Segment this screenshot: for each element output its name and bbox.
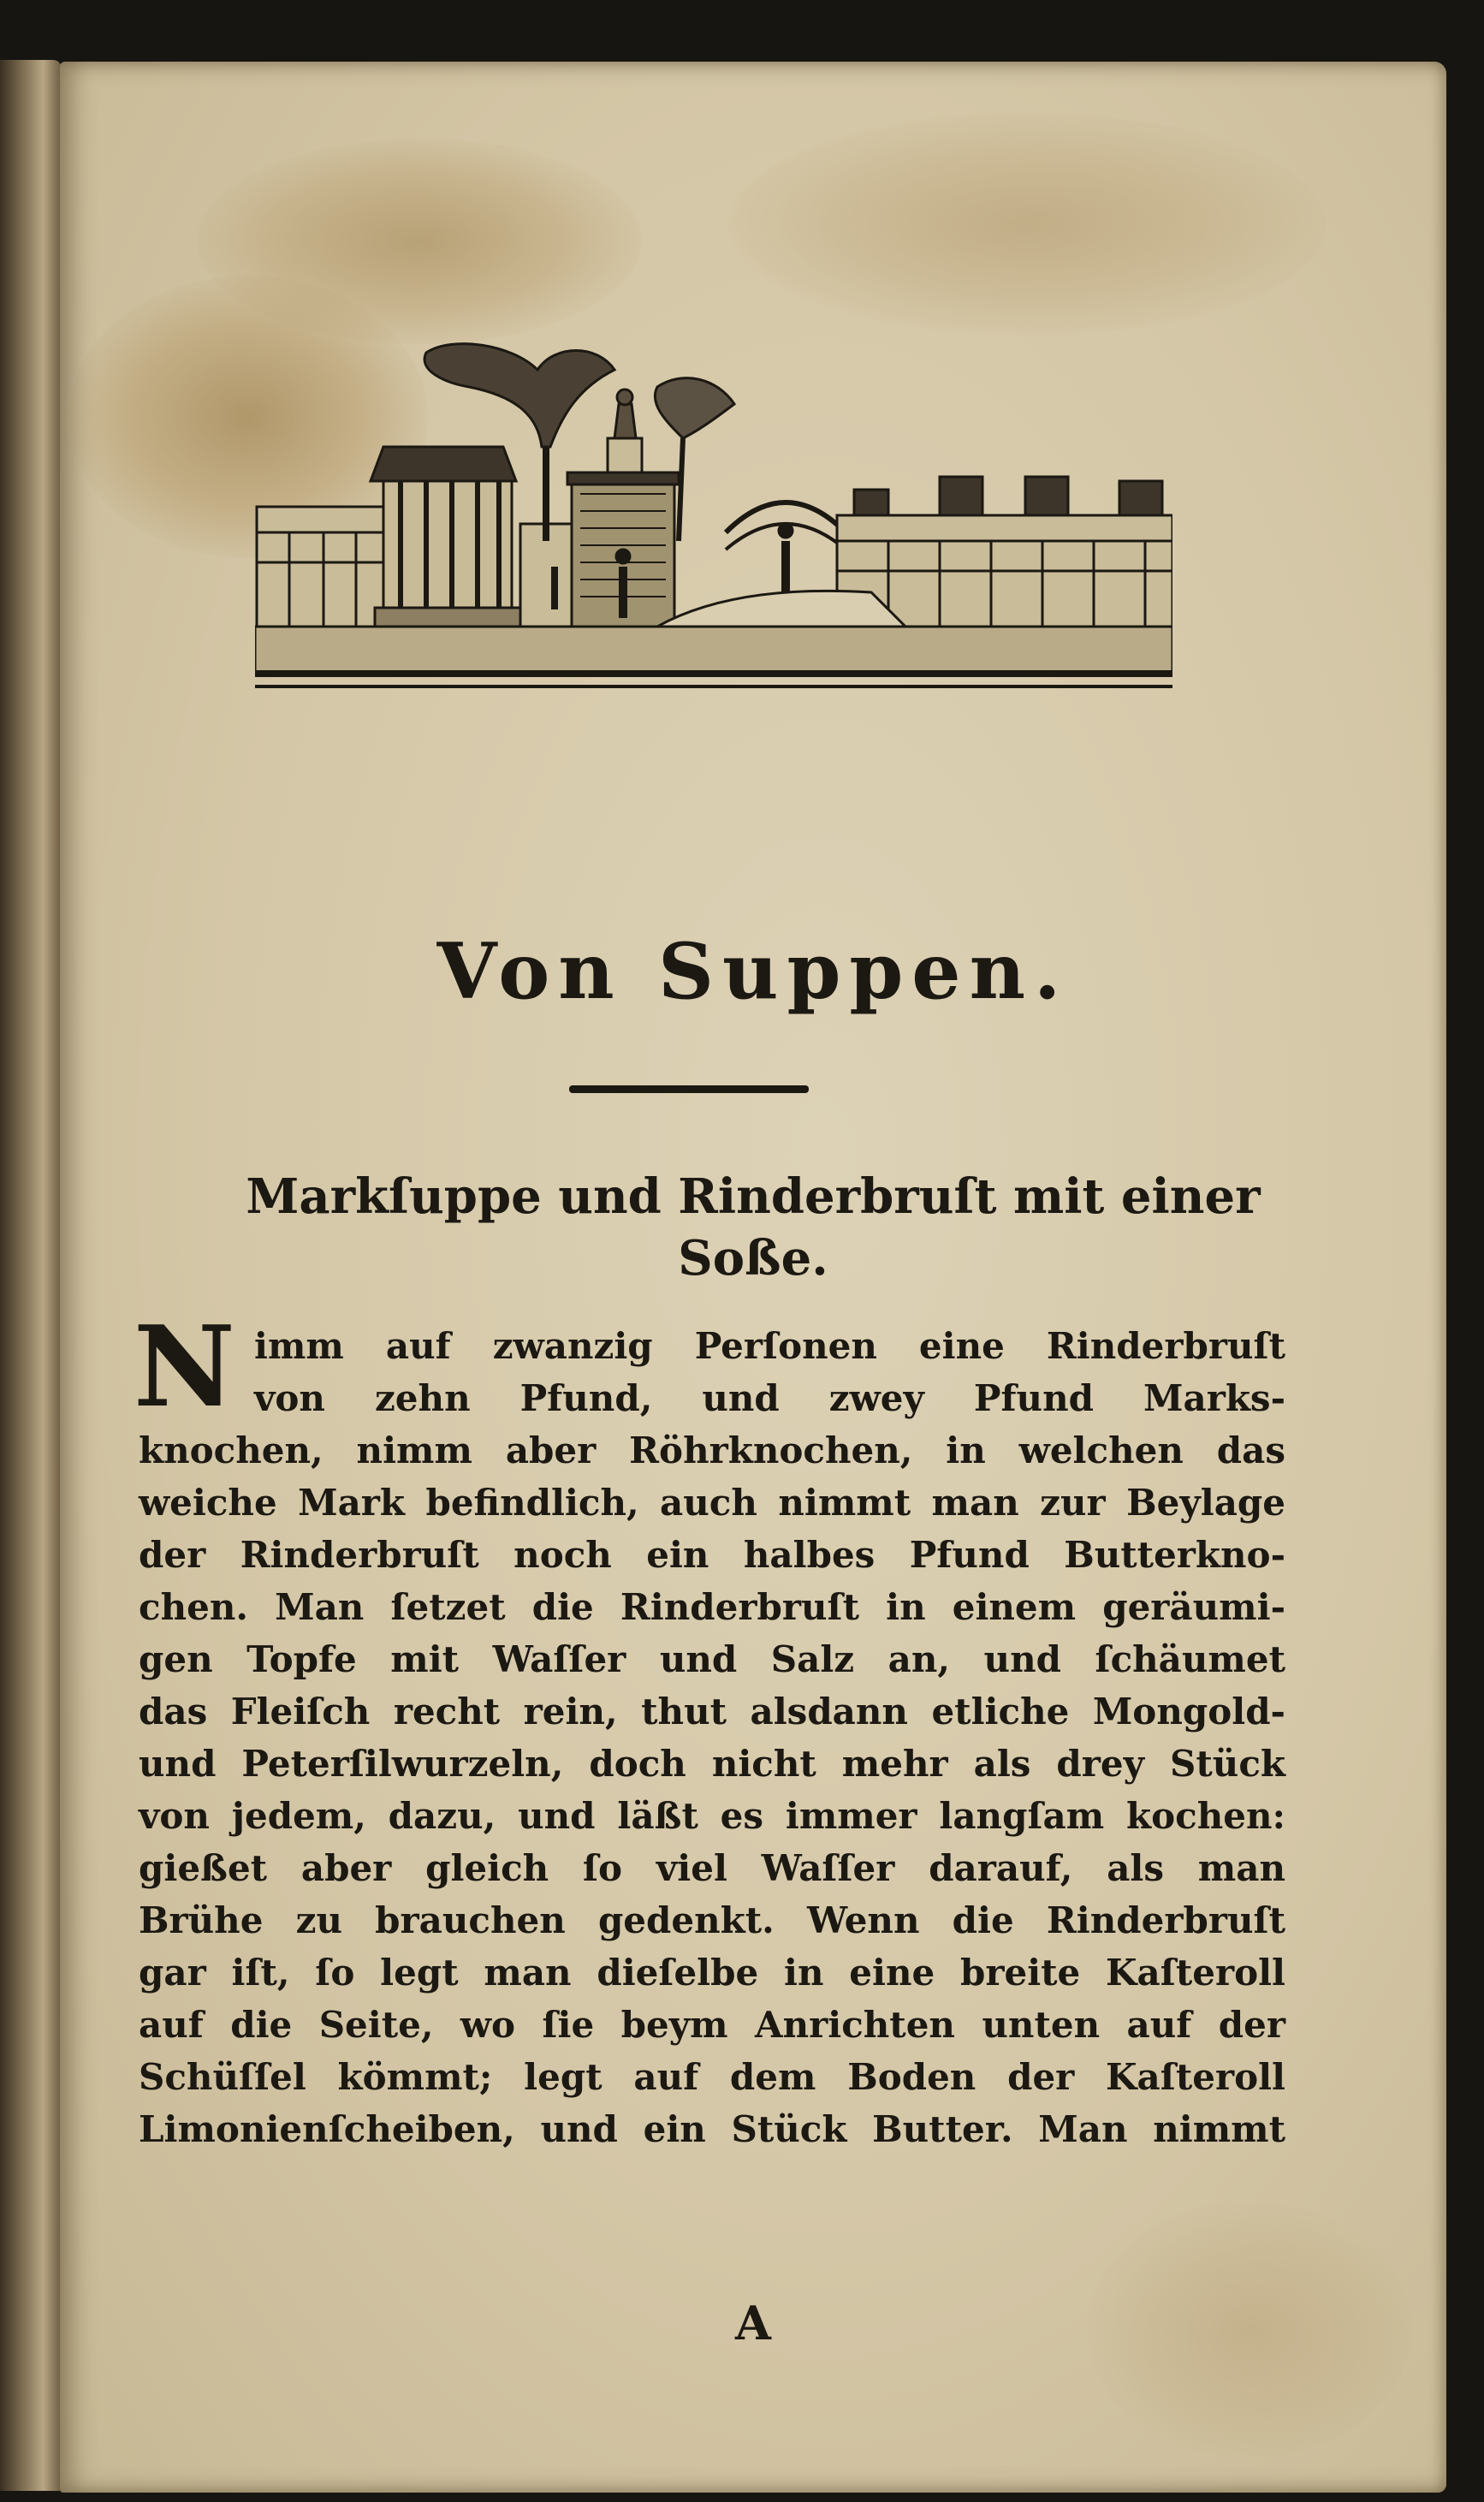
chapter-title: Von Suppen. — [436, 926, 1070, 1017]
signature-mark: A — [735, 2296, 771, 2350]
text-line: imm auf zwanzig Perſonen eine Rinderbruſt — [254, 1325, 1285, 1367]
text-line: knochen, nimm aber Röhrknochen, in welchen das — [139, 1429, 1285, 1471]
text-line: von zehn Pfund, und zwey Pfund Marks- — [254, 1377, 1285, 1419]
text-line: von jedem, dazu, und läßt es immer langſam kochen: — [139, 1795, 1285, 1837]
recipe-heading-line: Soße. — [678, 1230, 828, 1287]
recipe-heading — [180, 1166, 1327, 1289]
text-line: das Fleiſch recht rein, thut alsdann etliche Mongold- — [139, 1691, 1285, 1732]
text-line: Limonienſcheiben, und ein Stück Butter. Man nimmt — [139, 2108, 1285, 2150]
text-line: der Rinderbruſt noch ein halbes Pfund Butterkno- — [139, 1534, 1285, 1576]
previous-page-edge — [0, 60, 62, 2491]
text-line: auf die Seite, wo ſie beym Anrichten unten auf der — [139, 2004, 1285, 2046]
text-line: chen. Man ſetzet die Rinderbruſt in einem geräumi- — [139, 1586, 1285, 1628]
water-stain — [727, 113, 1327, 336]
text-line: gen Topfe mit Waſſer und Salz an, und ſchäumet — [139, 1638, 1285, 1680]
text-line: Schüſſel kömmt; legt auf dem Boden der Kaſteroll — [139, 2056, 1285, 2098]
text-line: gar iſt, ſo legt man dieſelbe in eine breite Kaſteroll — [139, 1952, 1285, 1994]
text-line: gießet aber gleich ſo viel Waſſer darauf, als man — [139, 1847, 1285, 1889]
text-line: weiche Mark befindlich, auch nimmt man zur Beylage — [139, 1482, 1285, 1524]
drop-cap: N — [134, 1301, 235, 1432]
book-page — [60, 62, 1446, 2493]
woodcut-illustration — [255, 336, 1172, 712]
water-stain — [197, 139, 642, 344]
title-rule — [569, 1085, 809, 1093]
recipe-body — [134, 1301, 1285, 2155]
text-line: und Peterſilwurzeln, doch nicht mehr als drey Stück — [139, 1743, 1285, 1785]
recipe-heading-line: Markſuppe und Rinderbruſt mit einer — [246, 1168, 1261, 1225]
text-line: Brühe zu brauchen gedenkt. Wenn die Rinderbruſt — [139, 1899, 1285, 1941]
